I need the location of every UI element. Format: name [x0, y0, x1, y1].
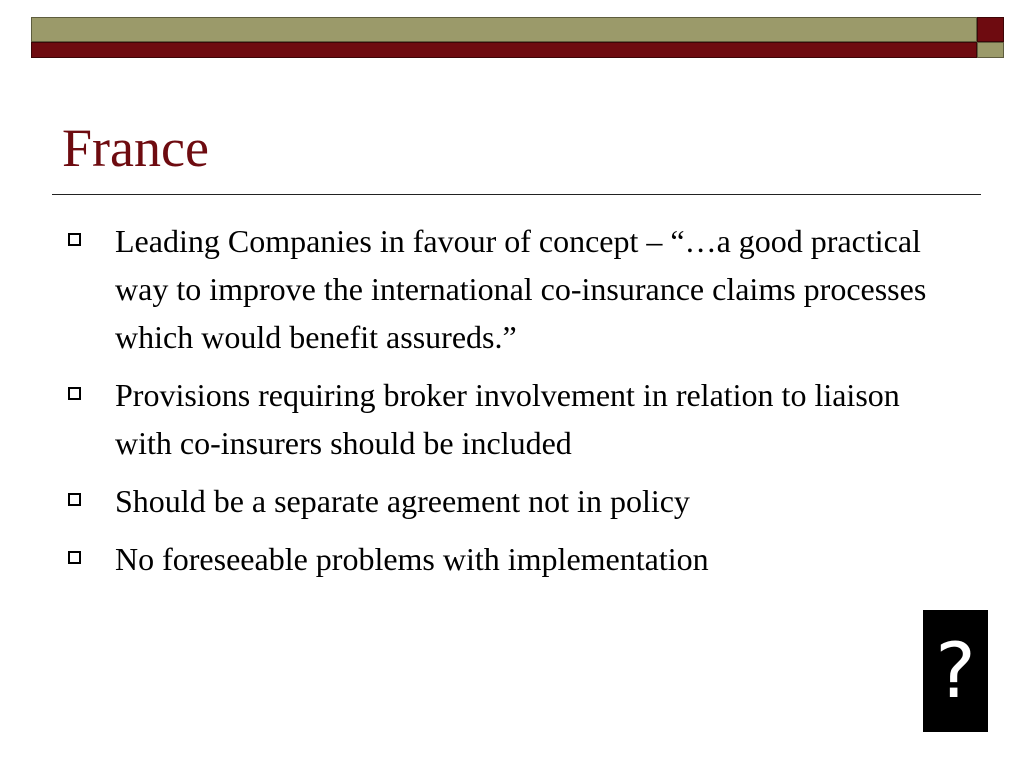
header-band-olive: [31, 17, 977, 42]
hollow-square-bullet-icon: [68, 387, 81, 400]
bullet-text: No foreseeable problems with implementation: [115, 541, 709, 577]
question-mark-icon[interactable]: ?: [923, 610, 988, 732]
header-square-maroon: [977, 17, 1004, 42]
title-divider: [52, 194, 981, 195]
bullet-text: Should be a separate agreement not in policy: [115, 483, 690, 519]
header-band-maroon: [31, 42, 977, 58]
hollow-square-bullet-icon: [68, 233, 81, 246]
header-square-olive: [977, 42, 1004, 58]
bullet-text: Provisions requiring broker involvement in relation to liaison with co-insurers should be included: [115, 377, 900, 461]
bullet-item: [66, 217, 946, 361]
bullet-item: [66, 477, 946, 525]
bullet-list: [66, 217, 946, 593]
bullet-item: [66, 535, 946, 583]
hollow-square-bullet-icon: [68, 551, 81, 564]
hollow-square-bullet-icon: [68, 493, 81, 506]
slide-title: France: [62, 118, 209, 178]
bullet-text: Leading Companies in favour of concept – “…a good practical way to improve the international co-insurance claims processes which would benefit assureds.”: [115, 223, 927, 355]
bullet-item: [66, 371, 946, 467]
